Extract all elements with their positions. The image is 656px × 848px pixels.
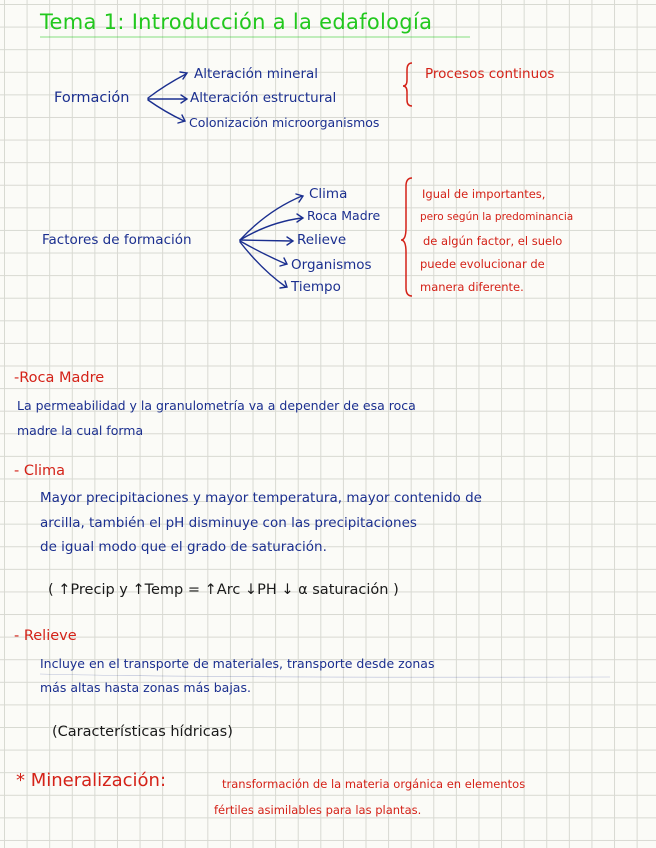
relieve-note: (Características hídricas)	[52, 724, 233, 740]
arrowhead-formacion-2	[181, 95, 187, 103]
factor-item: Organismos	[291, 257, 372, 273]
arrowhead-tiempo	[280, 281, 287, 288]
factores-note-line: puede evolucionar de	[420, 257, 545, 271]
relieve-heading: - Relieve	[14, 628, 77, 644]
factores-note-line: Igual de importantes,	[422, 187, 546, 201]
factor-item: Tiempo	[291, 279, 341, 295]
factores-note-line: manera diferente.	[420, 280, 524, 294]
arrow-organismos	[240, 241, 286, 264]
arrowhead-roca	[297, 214, 303, 222]
formacion-label: Formación	[54, 90, 130, 106]
clima-line: arcilla, también el pH disminuye con las precipitaciones	[40, 515, 417, 531]
arrowhead-clima	[296, 194, 303, 202]
factores-label: Factores de formación	[42, 232, 192, 248]
arrowhead-relieve	[287, 237, 293, 245]
arrowhead-organismos	[280, 258, 287, 266]
arrowhead-formacion-3	[178, 115, 185, 123]
formacion-note: Procesos continuos	[425, 66, 555, 82]
mineralizacion-line: fértiles asimilables para las plantas.	[214, 803, 422, 817]
factor-item: Relieve	[297, 232, 347, 248]
factores-arrows	[240, 194, 303, 288]
clima-formula: ( ↑Precip y ↑Temp = ↑Arc ↓PH ↓ α saturación )	[48, 582, 399, 598]
formacion-item: Alteración mineral	[194, 66, 319, 82]
arrow-formacion-3	[148, 100, 184, 121]
mineralizacion-heading: * Mineralización:	[16, 770, 167, 791]
arrow-clima	[240, 196, 302, 240]
arrow-tiempo	[240, 242, 286, 287]
relieve-line: más altas hasta zonas más bajas.	[40, 680, 251, 695]
factores-brace	[401, 178, 412, 296]
arrow-roca	[240, 218, 302, 240]
page-title: Tema 1: Introducción a la edafología	[40, 10, 433, 34]
factor-item: Clima	[309, 186, 348, 202]
factores-note-line: de algún factor, el suelo	[423, 234, 563, 248]
mineralizacion-line: transformación de la materia orgánica en elementos	[222, 777, 526, 791]
relieve-underline	[40, 674, 610, 677]
formacion-brace	[403, 63, 412, 106]
arrow-relieve	[240, 240, 292, 241]
formacion-item: Alteración estructural	[190, 90, 337, 106]
clima-line: de igual modo que el grado de saturación.	[40, 539, 327, 555]
formacion-item: Colonización microorganismos	[189, 115, 380, 130]
roca-madre-line: madre la cual forma	[17, 423, 144, 438]
factores-note-line: pero según la predominancia	[420, 211, 574, 223]
roca-madre-line: La permeabilidad y la granulometría va a depender de esa roca	[17, 398, 416, 413]
clima-line: Mayor precipitaciones y mayor temperatura, mayor contenido de	[40, 490, 482, 506]
formacion-arrows	[148, 72, 187, 123]
clima-heading: - Clima	[14, 463, 66, 479]
arrowhead-formacion-1	[180, 72, 187, 79]
relieve-line: Incluye en el transporte de materiales, transporte desde zonas	[40, 656, 435, 671]
arrow-formacion-1	[148, 74, 186, 98]
roca-madre-heading: -Roca Madre	[14, 370, 105, 386]
factor-item: Roca Madre	[307, 208, 381, 223]
